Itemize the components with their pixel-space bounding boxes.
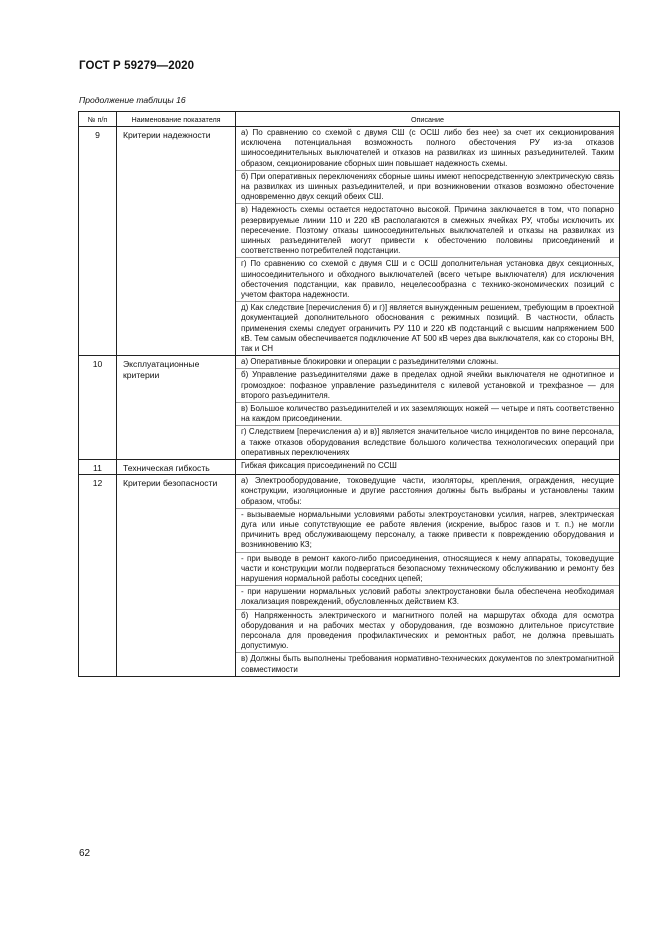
header-indicator-name: Наименование показателя xyxy=(117,112,236,127)
indicators-table xyxy=(78,111,620,677)
indicator-description xyxy=(236,460,620,475)
description-paragraph: б) Управление разъединителями даже в пределах одной ячейки выключателя не однотипное и громоздкое: пофазное управление разъединителя с килевой установкой и трехфазное — для второго разъединителя. xyxy=(236,369,619,403)
description-paragraph: д) Как следствие [перечисления б) и г)] является вынужденным решением, требующим в проектной документацией дополнительного обоснования с режимных позиций. В частности, область применения схемы следует ограничить РУ 110 и 220 кВ подстанций с высшим напряжением 500 кВ. Тем самым обеспечивается подключение АТ 500 кВ через два выключателя, как со стороны ВН, так и СН xyxy=(241,303,614,354)
description-paragraph: - вызываемые нормальными условиями работы электроустановки усилия, нагрев, электрическая дуга или иные сопутствующие ее работе явления (искрение, выброс газов и т. п.) не могли причинить вред обслуживающему персоналу, а также привести к повреждению оборудования и возникновению КЗ; xyxy=(236,509,619,553)
table-row xyxy=(79,460,620,475)
description-paragraph: а) Электрооборудование, токоведущие части, изоляторы, крепления, ограждения, несущие конструкции, изоляционные и другие расстояния должны быть выбраны и установлены таким образом, чтобы: xyxy=(236,475,619,509)
row-number: 9 xyxy=(79,127,117,356)
header-number: № п/п xyxy=(79,112,117,127)
table-body xyxy=(79,127,620,677)
indicator-name: Критерии надежности xyxy=(117,127,236,356)
description-paragraph: - при выводе в ремонт какого-либо присоединения, относящиеся к нему аппараты, токоведущие части и конструкции могли подвергаться безопасному техническому обслуживанию и ремонту без нарушения нормальной работы соседних цепей; xyxy=(236,553,619,587)
indicator-name: Критерии безопасности xyxy=(117,475,236,677)
description-paragraph: в) Должны быть выполнены требования нормативно-технических документов по электромагнитной совместимости xyxy=(241,654,614,674)
description-paragraph: Гибкая фиксация присоединений по ССШ xyxy=(241,461,397,471)
indicator-description xyxy=(236,127,620,356)
description-paragraph: г) По сравнению со схемой с двумя СШ и с ОСШ дополнительная установка двух секционных, шиносоединительного и обходного выключателей (всего четыре выключателя) для исключения обесточения подстанции, как правило, нецелесообразна с технико-экономических позиций с учетом фактора надежности. xyxy=(236,258,619,302)
document-code: ГОСТ Р 59279—2020 xyxy=(79,60,195,72)
description-paragraph: б) Напряженность электрического и магнитного полей на маршрутах обхода для осмотра оборудования и на рабочих местах у оборудования, где возможно длительное присутствие персонала для проведения профилактических и ремонтных работ, не должна превышать допустимую. xyxy=(236,610,619,654)
table-row xyxy=(79,475,620,677)
description-paragraph: г) Следствием [перечисления а) и в)] является значительное число инцидентов по вине персонала, а также отказов оборудования вследствие большого количества технологических операций при оперативных переключениях xyxy=(241,427,614,457)
description-paragraph: а) По сравнению со схемой с двумя СШ (с ОСШ либо без нее) за счет их секционирования исключена потенциальная возможность полного обесточения РУ из-за отказов шиносоединительных выключателей и отказов на развилках из шинных разъединителей. Таким образом, секционирование сборных шин повышает надежность схемы. xyxy=(236,127,619,171)
table-header-row xyxy=(79,112,620,127)
table-row xyxy=(79,127,620,356)
table-continuation-label: Продолжение таблицы 16 xyxy=(79,95,186,105)
description-paragraph: в) Надежность схемы остается недостаточно высокой. Причина заключается в том, что попарно резервируемые линии 110 и 220 кВ располагаются в смежных ячейках РУ, чтобы исключить их пересечение. Поэтому отказы шиносоединительных выключателей и отказы на развилках из шинных разъединителей могут привести к обесточению половины присоединений и соответственно потребителей подстанции. xyxy=(236,204,619,258)
row-number: 11 xyxy=(79,460,117,475)
description-paragraph: - при нарушении нормальных условий работы электроустановки была обеспечена необходимая локализация повреждений, обусловленных действием КЗ. xyxy=(236,586,619,609)
row-number: 12 xyxy=(79,475,117,677)
indicator-description xyxy=(236,356,620,460)
description-paragraph: в) Большое количество разъединителей и их заземляющих ножей — четыре и пять соответственно на каждом присоединении. xyxy=(236,403,619,426)
description-paragraph: б) При оперативных переключениях сборные шины имеют непосредственную электрическую связь на развилках из шинных разъединителей, и при возникновении отказов возможно обесточение одновременно двух секций обеих СШ. xyxy=(236,171,619,205)
header-description: Описание xyxy=(236,112,620,127)
table-row xyxy=(79,356,620,460)
description-paragraph: а) Оперативные блокировки и операции с разъединителями сложны. xyxy=(236,356,619,369)
indicator-name: Эксплуатационные критерии xyxy=(117,356,236,460)
page-number: 62 xyxy=(79,848,91,859)
row-number: 10 xyxy=(79,356,117,460)
indicator-description xyxy=(236,475,620,677)
indicator-name: Техническая гибкость xyxy=(117,460,236,475)
